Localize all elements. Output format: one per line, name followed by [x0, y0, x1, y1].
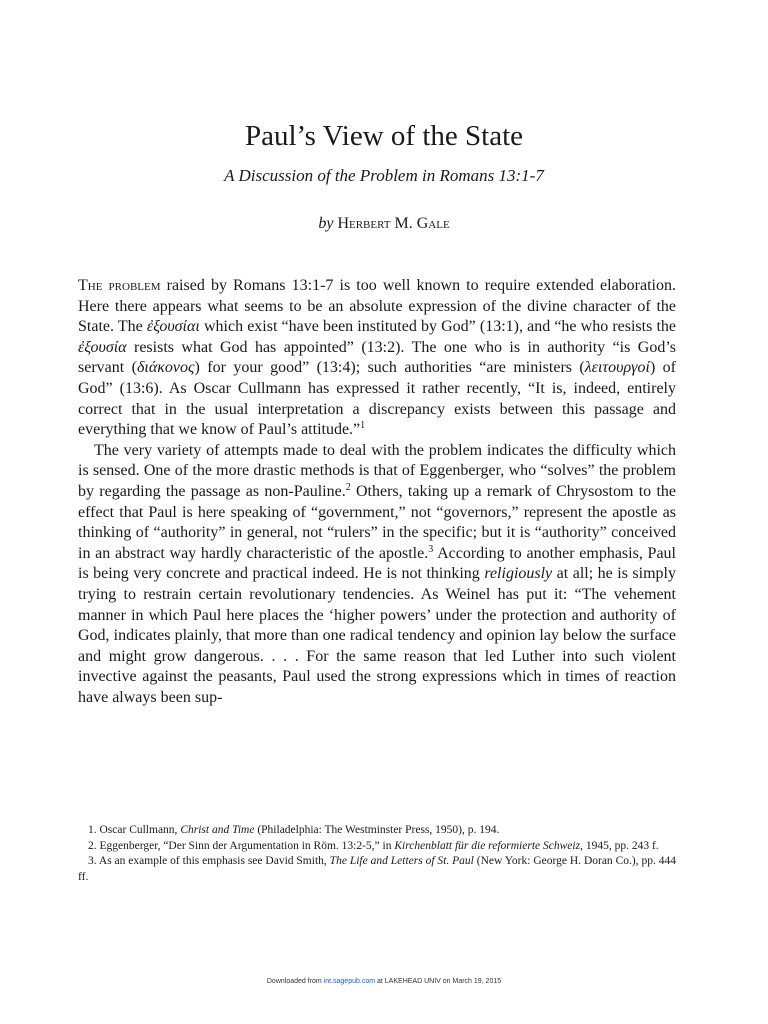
fn1-text-b: (Philadelphia: The Westminster Press, 1950), p. 194.: [254, 824, 500, 836]
author-name: Herbert M. Gale: [337, 215, 450, 232]
greek-term: διάκονος: [136, 359, 195, 377]
download-suffix: at LAKEHEAD UNIV on March 19, 2015: [375, 978, 502, 985]
fn2-title: Kirchenblatt für die reformierte Schweiz: [394, 839, 581, 852]
paragraph-1: [78, 276, 676, 441]
footnote-1: [78, 823, 676, 839]
article-title: Paul’s View of the State: [244, 120, 524, 152]
greek-term: λειτουργοί: [584, 359, 650, 377]
paragraph-2: [78, 441, 676, 709]
footnotes: [78, 823, 676, 885]
fn1-text-a: 1. Oscar Cullmann,: [88, 824, 181, 836]
footnote-ref-2[interactable]: 2: [345, 481, 351, 493]
p2-text-b: Others, taking up a remark of Chrysostom to the effect that Paul is here speaking of “government,” not “governors,” represent the apostle as thinking of “authority” in general, not “rulers” in the specific; but it is “authority” conceived in an abstract way hardly characteristic of the apostle.: [78, 482, 677, 562]
byline: [0, 213, 768, 235]
footnote-ref-3[interactable]: 3: [428, 543, 434, 555]
fn3-text-a: 3. As an example of this emphasis see David Smith,: [88, 855, 330, 868]
p1-text-d: ) for your good” (13:4); such authorities “are ministers (: [194, 359, 585, 377]
p1-text-c: resists what God has appointed” (13:2). The one who is in authority “is God’s servant (: [78, 338, 676, 377]
download-notice: [0, 978, 768, 985]
fn3-text-b: (New York: George H. Doran Co.), pp. 444 ff.: [78, 855, 676, 883]
p1-text-b: which exist “have been instituted by God” (13:1), and “he who resists the: [199, 318, 677, 336]
greek-term: ἐξουσία: [78, 338, 127, 356]
footnote-3: [78, 854, 676, 885]
fn1-title: Christ and Time: [180, 824, 255, 836]
p1-text-e: ) of God” (13:6). As Oscar Cullmann has expressed it rather recently, “It is, indeed, entirely correct that in the usual interpretation a discrepancy exists between this passage and everything that we know of Paul’s attitude.”: [78, 359, 677, 439]
fn2-text-a: 2. Eggenberger, “Der Sinn der Argumentation in Röm. 13:2-5,” in: [88, 839, 395, 852]
italic-word: religiously: [484, 565, 553, 583]
lead-in: The problem: [78, 277, 161, 294]
p2-text-c: According to another emphasis, Paul is being very concrete and practical indeed. He is not thinking: [78, 544, 677, 583]
article-subtitle: A Discussion of the Problem in Romans 13:1-7: [224, 166, 544, 185]
footnote-2: [78, 839, 676, 855]
byline-by: by: [318, 215, 334, 232]
p2-text-d: at all; he is simply trying to restrain certain revolutionary tendencies. As Weinel has put it: “The vehement manner in which Paul here places the ‘higher powers’ under the protection and authority of God, indicates plainly, that more than one radical tendency and opinion lay below the surface and might grow dangerous. . . . For the same reason that led Luther into such violent invective against the peasants, Paul used the strong expressions which in times of reaction have always been sup-: [78, 565, 676, 706]
fn2-text-b: , 1945, pp. 243 f.: [580, 839, 659, 852]
p1-text-a: raised by Romans 13:1-7 is too well known to require extended elaboration. Here there appears what seems to be an absolute expression of the divine character of the State. The: [78, 277, 676, 336]
p2-text-a: The very variety of attempts made to deal with the problem indicates the difficulty which is sensed. One of the more drastic methods is that of Eggenberger, who “solves” the problem by regarding the passage as non-Pauline.: [78, 441, 676, 500]
article-body: [78, 276, 676, 708]
download-prefix: Downloaded from: [266, 978, 324, 985]
footnote-ref-1[interactable]: 1: [360, 420, 366, 432]
fn3-title: The Life and Letters of St. Paul: [329, 855, 474, 868]
source-link[interactable]: int.sagepub.com: [323, 978, 376, 985]
greek-term: ἐξουσίαι: [146, 318, 200, 336]
